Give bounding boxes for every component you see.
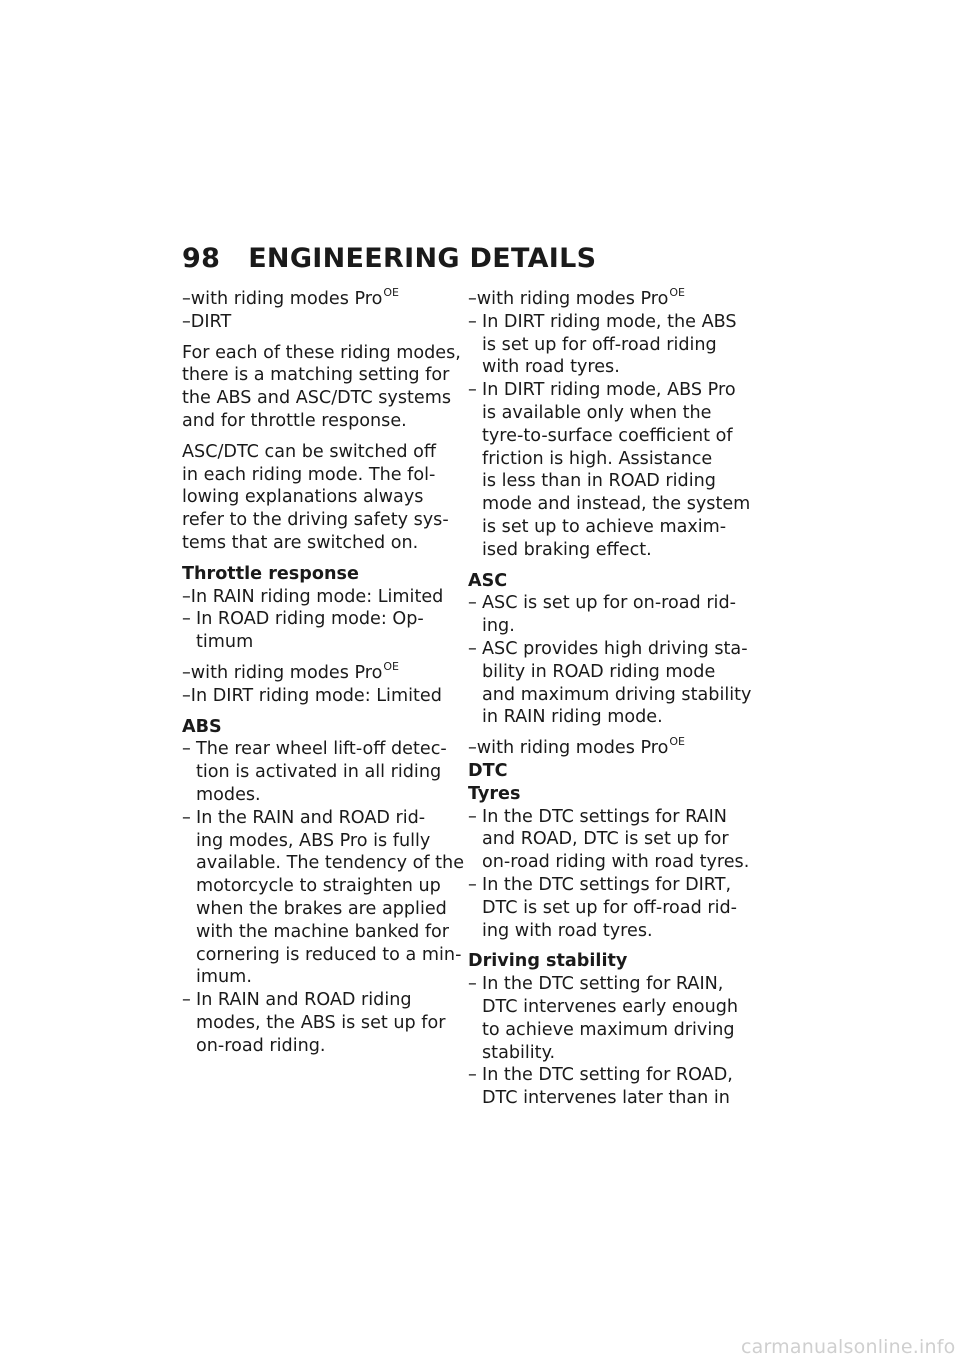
list-item: –with riding modes Pro$^{OE}$ bbox=[182, 286, 399, 309]
subheading: Throttle response bbox=[182, 563, 359, 584]
list-item: –In RAIN riding mode: Limited bbox=[182, 586, 444, 607]
subheading: Tyres bbox=[468, 783, 521, 804]
list-item: –DIRT bbox=[182, 311, 232, 332]
oe-marker: OE bbox=[383, 286, 399, 299]
list-item: – ASC provides high driving sta- bility in ROAD riding mode and maximum driving stability in RAIN riding mode. bbox=[468, 638, 752, 728]
list-item: –In DIRT riding mode: Limited bbox=[182, 685, 442, 706]
list-item: – In the DTC setting for ROAD, DTC intervenes later than in bbox=[468, 1065, 733, 1109]
subheading: Driving stability bbox=[468, 951, 628, 972]
list-item: – In DIRT riding mode, the ABS is set up for off-road riding with road tyres. bbox=[468, 311, 737, 378]
list-item: – In RAIN and ROAD riding modes, the ABS is set up for on-road riding. bbox=[182, 990, 446, 1056]
list-item: – The rear wheel lift-off detec- tion is activated in all riding modes. bbox=[182, 739, 447, 805]
left-column bbox=[182, 288, 464, 1058]
watermark: carmanualsonline.info bbox=[741, 1336, 956, 1358]
list-item: – ASC is set up for on-road rid- ing. bbox=[468, 593, 736, 637]
right-column bbox=[468, 288, 750, 1110]
list-item: – In the DTC settings for RAIN and ROAD, DTC is set up for on-road riding with road tyres. bbox=[468, 806, 750, 873]
section-title: ENGINEERING DETAILS bbox=[248, 243, 597, 274]
subheading: DTC bbox=[468, 760, 508, 781]
oe-marker: OE bbox=[669, 735, 685, 749]
list-item: – In ROAD riding mode: Op- timum bbox=[182, 609, 424, 653]
list-item: – In the DTC settings for DIRT, DTC is set up for off-road rid- ing with road tyres. bbox=[468, 874, 737, 941]
list-item: – In DIRT riding mode, ABS Pro is available only when the tyre-to-surface coefficient of friction is high. Assistance is less than in ROAD riding mode and instead, the system is set up to achieve maxim- ised braking effect. bbox=[468, 380, 751, 560]
list-item: –with riding modes Pro$^{OE}$ bbox=[468, 735, 685, 759]
paragraph: For each of these riding modes, there is a matching setting for the ABS and ASC/DTC systems and for throttle response. bbox=[182, 342, 461, 431]
subheading: ABS bbox=[182, 716, 222, 737]
list-item: – In the RAIN and ROAD rid- ing modes, ABS Pro is fully available. The tendency of the motorcycle to straighten up when the brakes are applied with the machine banked for cornering is reduced to a min- imum. bbox=[182, 807, 465, 988]
list-item: – In the DTC setting for RAIN, DTC intervenes early enough to achieve maximum driving stability. bbox=[468, 974, 739, 1063]
page-header bbox=[182, 243, 596, 274]
page-number: 98 bbox=[182, 243, 221, 274]
subheading: ASC bbox=[468, 570, 508, 591]
list-item: –with riding modes Pro$^{OE}$ bbox=[182, 659, 399, 683]
list-item: –with riding modes Pro$^{OE}$ bbox=[468, 286, 685, 309]
oe-marker: OE bbox=[669, 286, 685, 299]
oe-marker: OE bbox=[383, 659, 399, 673]
paragraph: ASC/DTC can be switched off in each riding mode. The fol- lowing explanations always refer to the driving safety sys- tems that are switched on. bbox=[182, 441, 449, 553]
